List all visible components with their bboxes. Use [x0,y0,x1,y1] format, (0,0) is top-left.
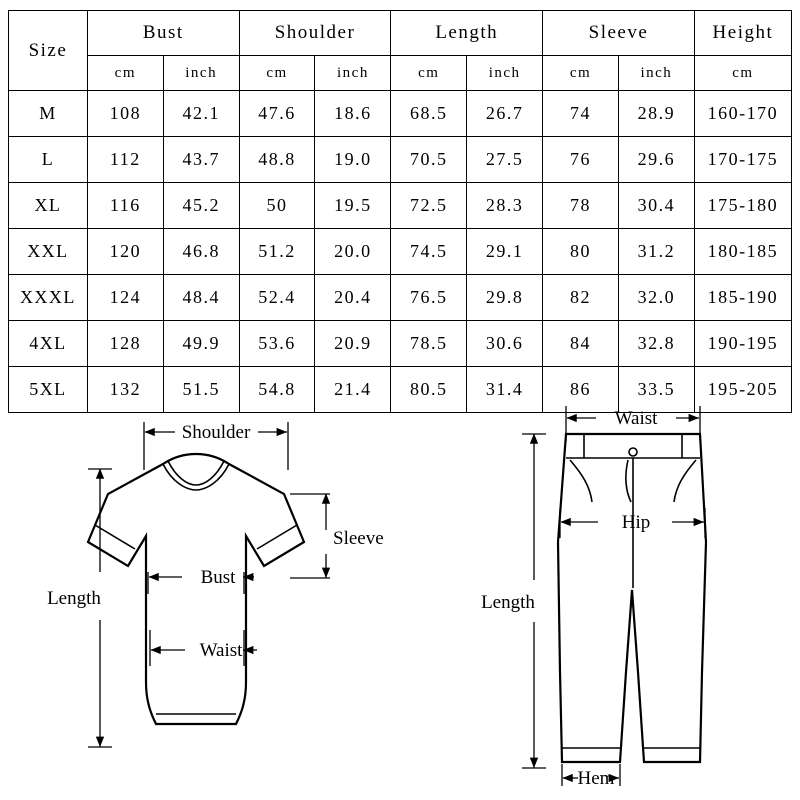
cell-shoulder-inch: 19.5 [315,183,391,229]
cell-length-cm: 72.5 [391,183,467,229]
table-header-units [9,56,792,91]
cell-length-inch: 31.4 [467,367,543,413]
table-row [9,275,792,321]
cell-sleeve-cm: 78 [543,183,619,229]
label-waist-pants: Waist [614,408,658,429]
label-bust: Bust [200,567,236,588]
cell-shoulder-inch: 18.6 [315,91,391,137]
cell-size: M [9,91,88,137]
cell-length-cm: 76.5 [391,275,467,321]
cell-size: XL [9,183,88,229]
cell-height-cm: 195-205 [694,367,791,413]
cell-shoulder-inch: 19.0 [315,137,391,183]
table-row [9,229,792,275]
unit-bust-inch: inch [163,56,239,91]
unit-sleeve-cm: cm [543,56,619,91]
cell-height-cm: 190-195 [694,321,791,367]
label-hem: Hem [577,768,615,789]
measurement-diagrams [0,382,800,800]
unit-shoulder-inch: inch [315,56,391,91]
cell-bust-inch: 45.2 [163,183,239,229]
cell-length-inch: 30.6 [467,321,543,367]
cell-sleeve-inch: 31.2 [618,229,694,275]
cell-bust-cm: 124 [87,275,163,321]
table-row [9,137,792,183]
cell-shoulder-cm: 54.8 [239,367,315,413]
cell-length-inch: 29.1 [467,229,543,275]
cell-length-inch: 28.3 [467,183,543,229]
table-row [9,183,792,229]
pants-outline [558,434,706,762]
cell-height-cm: 170-175 [694,137,791,183]
cell-shoulder-cm: 53.6 [239,321,315,367]
cell-length-inch: 27.5 [467,137,543,183]
cell-bust-inch: 48.4 [163,275,239,321]
header-length: Length [391,11,543,56]
header-sleeve: Sleeve [543,11,695,56]
cell-sleeve-cm: 74 [543,91,619,137]
cell-height-cm: 160-170 [694,91,791,137]
size-table [8,10,792,413]
header-height: Height [694,11,791,56]
unit-height-cm: cm [694,56,791,91]
cell-length-cm: 70.5 [391,137,467,183]
header-size: Size [9,11,88,91]
cell-bust-cm: 132 [87,367,163,413]
cell-length-inch: 29.8 [467,275,543,321]
cell-sleeve-inch: 33.5 [618,367,694,413]
label-waist-shirt: Waist [199,640,243,661]
cell-shoulder-cm: 51.2 [239,229,315,275]
table-header-groups [9,11,792,56]
cell-bust-cm: 108 [87,91,163,137]
cell-sleeve-inch: 29.6 [618,137,694,183]
cell-shoulder-cm: 47.6 [239,91,315,137]
cell-size: 4XL [9,321,88,367]
dim-sleeve [290,494,384,578]
cell-sleeve-cm: 84 [543,321,619,367]
cell-shoulder-inch: 20.4 [315,275,391,321]
label-length-pants: Length [481,592,535,613]
cell-bust-cm: 128 [87,321,163,367]
cell-bust-inch: 49.9 [163,321,239,367]
cell-bust-cm: 112 [87,137,163,183]
tshirt-diagram [47,422,384,800]
cell-sleeve-inch: 32.0 [618,275,694,321]
cell-length-cm: 80.5 [391,367,467,413]
cell-shoulder-inch: 20.0 [315,229,391,275]
cell-shoulder-inch: 21.4 [315,367,391,413]
cell-length-cm: 68.5 [391,91,467,137]
header-shoulder: Shoulder [239,11,391,56]
label-sleeve: Sleeve [333,528,384,549]
cell-height-cm: 175-180 [694,183,791,229]
cell-length-cm: 74.5 [391,229,467,275]
cell-shoulder-cm: 50 [239,183,315,229]
cell-length-inch: 26.7 [467,91,543,137]
cell-sleeve-inch: 30.4 [618,183,694,229]
cell-sleeve-inch: 28.9 [618,91,694,137]
cell-shoulder-cm: 48.8 [239,137,315,183]
cell-size: 5XL [9,367,88,413]
cell-height-cm: 185-190 [694,275,791,321]
cell-size: XXL [9,229,88,275]
label-length-shirt: Length [47,588,101,609]
size-table-container [8,10,792,413]
cell-bust-inch: 46.8 [163,229,239,275]
table-row [9,321,792,367]
table-row [9,91,792,137]
label-hip: Hip [621,512,651,533]
cell-size: L [9,137,88,183]
cell-size: XXXL [9,275,88,321]
cell-sleeve-cm: 76 [543,137,619,183]
cell-bust-inch: 51.5 [163,367,239,413]
cell-sleeve-cm: 86 [543,367,619,413]
cell-sleeve-cm: 82 [543,275,619,321]
header-bust: Bust [87,11,239,56]
unit-shoulder-cm: cm [239,56,315,91]
unit-length-inch: inch [467,56,543,91]
unit-length-cm: cm [391,56,467,91]
dim-hem [562,764,620,789]
unit-bust-cm: cm [87,56,163,91]
unit-sleeve-inch: inch [618,56,694,91]
cell-bust-cm: 116 [87,183,163,229]
pants-diagram [481,406,706,789]
cell-bust-cm: 120 [87,229,163,275]
cell-shoulder-inch: 20.9 [315,321,391,367]
cell-sleeve-inch: 32.8 [618,321,694,367]
cell-bust-inch: 42.1 [163,91,239,137]
cell-bust-inch: 43.7 [163,137,239,183]
cell-height-cm: 180-185 [694,229,791,275]
cell-shoulder-cm: 52.4 [239,275,315,321]
cell-length-cm: 78.5 [391,321,467,367]
tshirt-outline [88,454,304,724]
label-shoulder: Shoulder [181,422,251,443]
cell-sleeve-cm: 80 [543,229,619,275]
dim-length-pants [481,434,546,768]
